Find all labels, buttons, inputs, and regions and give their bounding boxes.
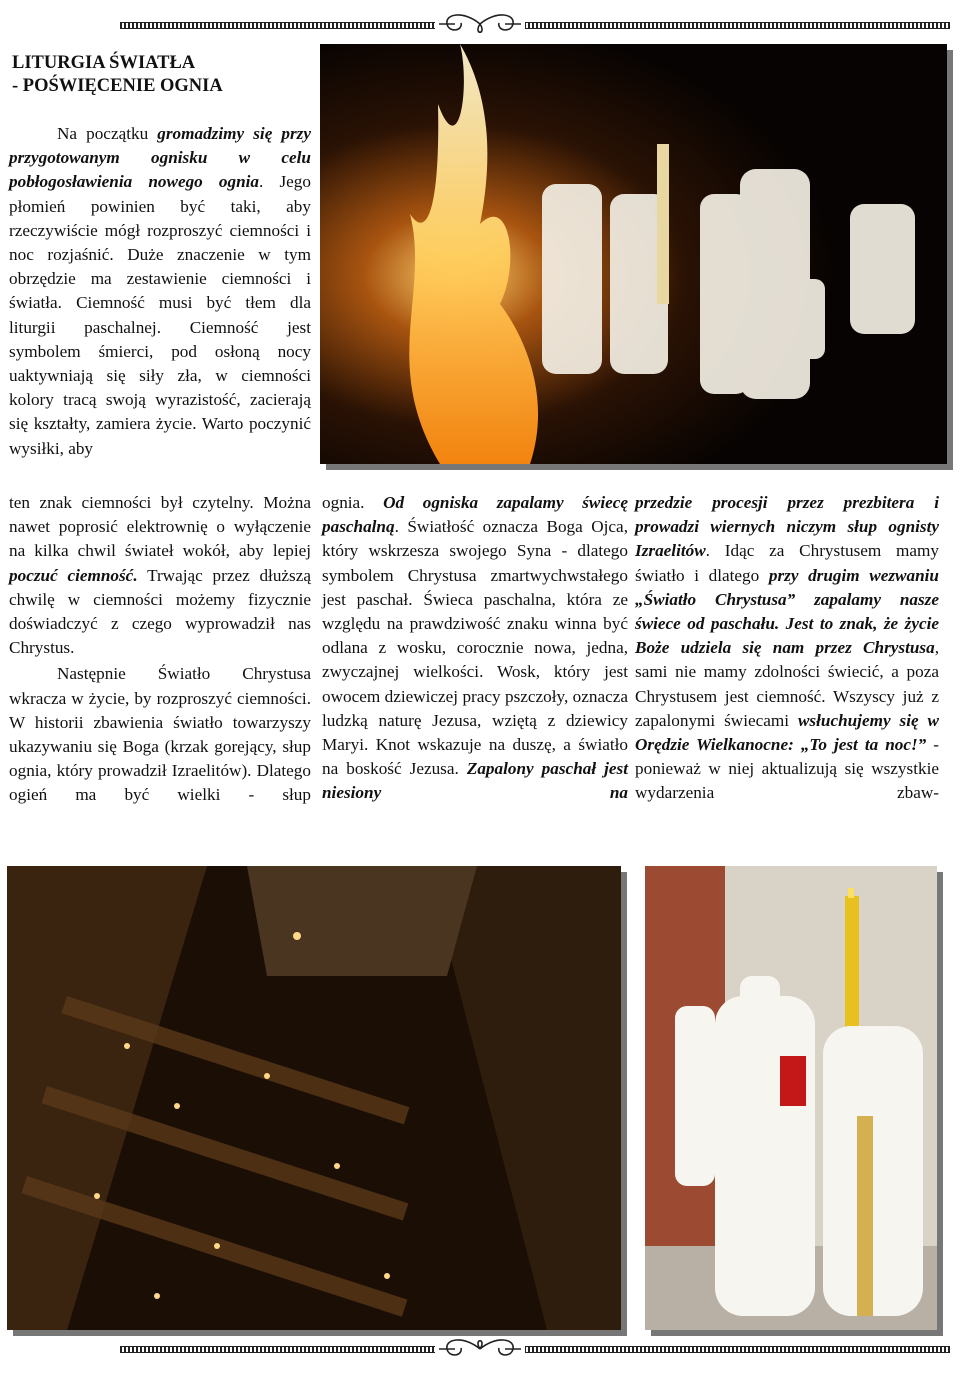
church-candles-photo xyxy=(7,866,621,1330)
bonfire-photo xyxy=(320,44,947,464)
text-run: . Idąc za Chrystusem mamy światło i dlatego xyxy=(635,541,939,585)
bonfire-image xyxy=(320,44,947,464)
emphasis-text: Od ogniska zapalamy świecę paschalną xyxy=(322,493,629,537)
text-run: , sami nie mamy zdolności świecić, a poza Chrystusem jest ciemność. Wszyscy już z zapalonymi świecami xyxy=(635,638,939,730)
title-line-2: - POŚWIĘCENIE OGNIA xyxy=(12,76,223,96)
text-run: Trwając przez dłuższą chwilę w ciemności możemy fizycznie doświadczyć z czego wyprowadził nas Chrystus. xyxy=(9,565,311,658)
text-run: Na początku xyxy=(57,124,158,143)
article-title xyxy=(12,52,312,98)
church-image xyxy=(7,866,621,1330)
paragraph-2: Następnie Światło Chrystusa wkracza w życie, by rozproszyć ciemności. W historii zbawienia światło towarzyszy ukazywaniu się Boga (krzak gorejący, słup ognia, który prowadził Izraelitów). Dlatego ogień ma być wielki - słup xyxy=(9,664,311,805)
text-run: ognia. xyxy=(322,493,384,512)
column-3 xyxy=(635,491,939,806)
emphasis-text: przedzie procesji przez prezbitera i prowadzi wiernych niczym słup ognisty Izraelitów xyxy=(635,493,939,561)
emphasis-text: Zapalony paschał jest niesiony na xyxy=(322,759,629,803)
text-run: - ponieważ w niej aktualizują się wszystkie wydarzenia zbaw- xyxy=(635,735,939,803)
text-run: ten znak ciemności był czytelny. Można nawet poprosić elektrownię o wyłączenie na kilka chwil świateł wokół, aby lepiej xyxy=(9,493,311,561)
title-line-1: LITURGIA ŚWIATŁA xyxy=(12,53,196,73)
text-run: . Światłość oznacza Boga Ojca, który wskrzesza swojego Syna - dlatego symbolem Chrystusa zmartwychwstałego jest paschał. Świeca paschalna, która ze względu na prawdziwość znaku winna być odlana z wosku, corocznie nowa, jedna, zwyczajnej wielkości. Wosk, który jest owocem dziewiczej pracy pszczoły, oznacza ludzką naturę Jezusa, wziętą z dziewicy Maryi. Knot wskazuje na duszę, a światło na boskość Jezusa. xyxy=(322,517,628,779)
emphasis-text: poczuć ciemność. xyxy=(9,565,138,585)
emphasis-text: przy drugim wezwaniu „Światło Chrystusa” zapalamy nasze świece od paschału. Jest to znak, że życie Boże udziela się nam przez Chrystusa xyxy=(635,565,939,658)
text-run: . Jego płomień powinien być taki, aby rzeczywiście mógł rozproszyć ciemności i noc rozjaśnić. Duże znaczenie w tym obrzędzie ma zestawienie ciemności i światła. Ciemność musi być tłem dla liturgii paschalnej. Ciemność jest symbolem śmierci, pod osłoną nocy uaktywniają się siły zła, w ciemności kolory tracą swoją wyrazistość, zacierają się kształty, zamiera życie. Warto poczynić wysiłki, aby xyxy=(9,172,311,458)
bottom-ornament-icon xyxy=(435,1336,525,1362)
paschal-candle-photo xyxy=(645,866,937,1330)
column-2 xyxy=(322,491,628,806)
paschal-image xyxy=(645,866,937,1330)
emphasis-text: gromadzimy się przy przygotowanym ognisku w celu pobłogosławienia nowego ognia xyxy=(9,124,312,192)
emphasis-text: wsłuchujemy się w Orędzie Wielkanocne: „To jest ta noc!” xyxy=(635,710,939,755)
column-1-top xyxy=(9,122,311,461)
column-1-bottom xyxy=(9,491,311,808)
top-ornament-icon xyxy=(435,11,525,37)
top-border-rule xyxy=(120,22,950,29)
bottom-border-rule xyxy=(120,1346,950,1353)
